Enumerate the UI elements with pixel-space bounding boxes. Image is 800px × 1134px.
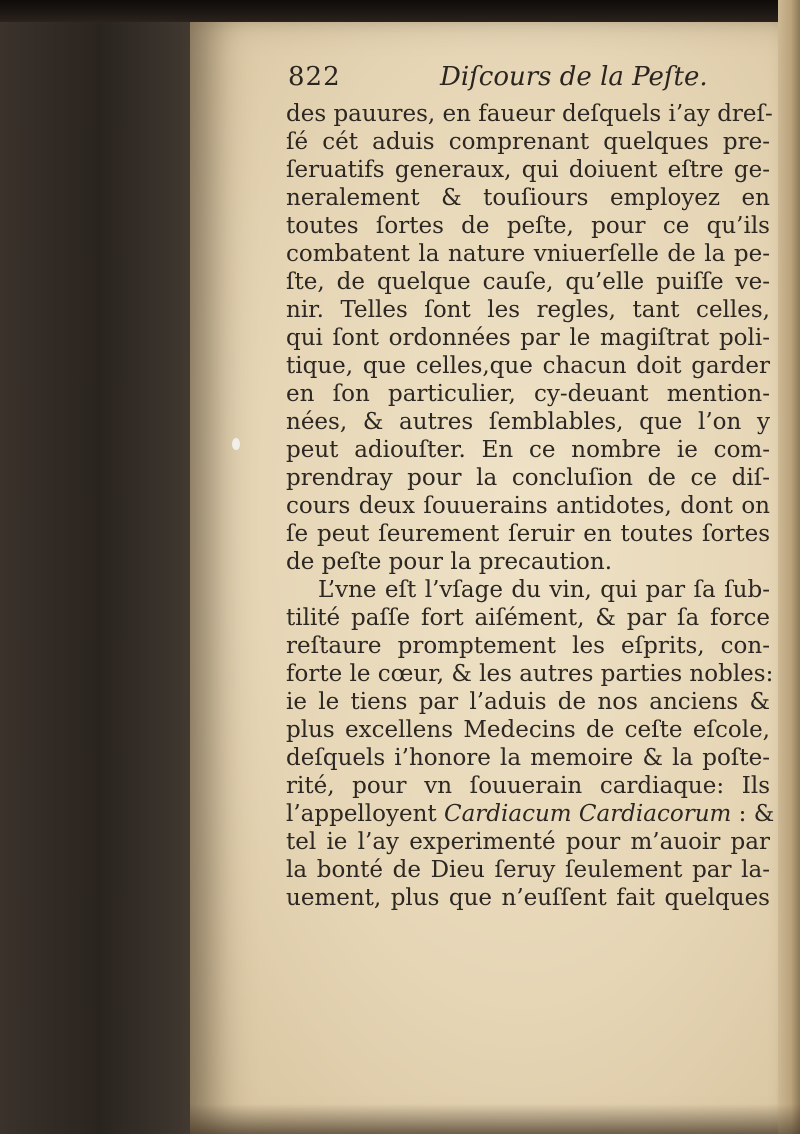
text-line: neralement & touſiours employez en [286, 185, 770, 211]
page-edges [778, 0, 800, 1134]
text-line: combatent la nature vniuerſelle de la pe- [286, 241, 770, 267]
text-line: ſeruatifs generaux, qui doiuent eſtre ge- [286, 157, 770, 183]
text-line: nir. Telles ſont les regles, tant celles, [286, 297, 770, 323]
top-shadow [0, 0, 800, 22]
text-line: forte le cœur, & les autres parties nobles: [286, 661, 774, 687]
text-line: ſte, de quelque cauſe, qu’elle puiſſe ve- [286, 269, 770, 295]
latin-term: Cardiacum Cardiacorum [443, 801, 732, 827]
text-line: uement, plus que n’euſſent fait quelques [286, 885, 770, 911]
text-line: toutes ſortes de peſte, pour ce qu’ils [286, 213, 770, 239]
body-text [286, 100, 775, 912]
text-line: plus excellens Medecins de ceſte eſcole, [286, 717, 770, 743]
text-line-lead: l’appelloyent [286, 801, 444, 827]
text-line: rité, pour vn ſouuerain cardiaque: Ils [286, 773, 770, 799]
text-line: tel ie l’ay experimenté pour m’auoir par [286, 829, 770, 855]
page-header [288, 62, 768, 98]
text-line: deſquels i’honore la memoire & la poſte- [286, 745, 770, 771]
text-line: qui ſont ordonnées par le magiſtrat poli- [286, 325, 770, 351]
text-line: des pauures, en faueur deſquels i’ay dreſ- [286, 101, 773, 127]
page-number: 822 [288, 62, 341, 92]
text-line: prendray pour la concluſion de ce diſ- [286, 465, 770, 491]
text-line: ie le tiens par l’aduis de nos anciens & [286, 689, 770, 715]
text-line: tilité paſſe fort aiſément, & par ſa force [286, 605, 770, 631]
bottom-shadow [190, 1104, 800, 1134]
text-line: peut adiouſter. En ce nombre ie com- [286, 437, 770, 463]
text-line: nées, & autres ſemblables, que l’on y [286, 409, 770, 435]
text-line: de peſte pour la precaution. [286, 549, 613, 575]
running-title: Diſcours de la Peſte. [440, 62, 708, 92]
text-line: cours deux ſouuerains antidotes, dont on [286, 493, 770, 519]
text-line: en ſon particulier, cy-deuant mention- [286, 381, 770, 407]
text-line: ſe peut ſeurement ſeruir en toutes ſortes [286, 521, 770, 547]
text-line: ſé cét aduis comprenant quelques pre- [286, 129, 770, 155]
paper-spot [232, 438, 240, 450]
text-line: la bonté de Dieu ſeruy ſeulement par la- [286, 857, 770, 883]
text-line [286, 800, 775, 828]
text-line-tail: : & [731, 801, 775, 827]
text-line: tique, que celles,que chacun doit garder [286, 353, 770, 379]
text-line: reſtaure promptement les eſprits, con- [286, 633, 770, 659]
text-line: L’vne eſt l’vſage du vin, qui par ſa ſub- [318, 577, 770, 603]
